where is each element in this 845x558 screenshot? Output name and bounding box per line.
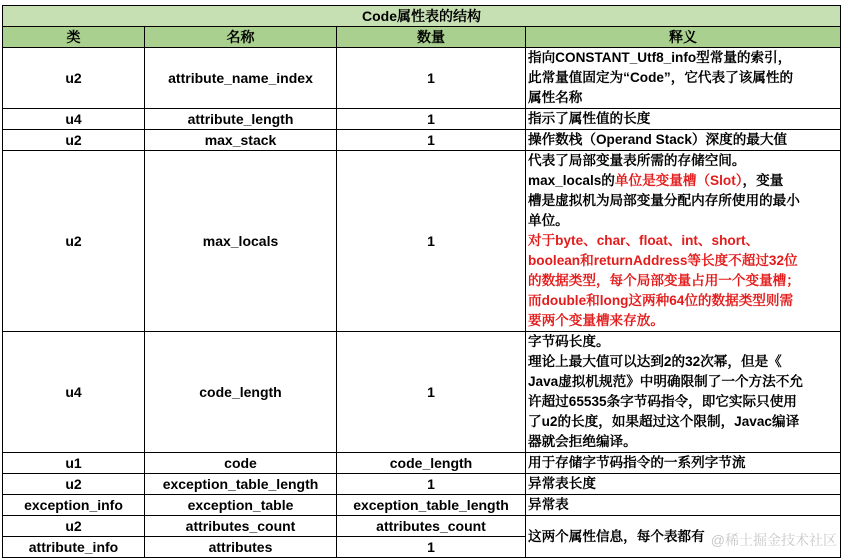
cell-name: attributes (145, 537, 337, 558)
table-header-row (3, 27, 841, 48)
desc-line: 理论上最大值可以达到2的32次幂，但是《 (528, 354, 782, 369)
cell-count: exception_table_length (337, 495, 526, 516)
table-row (3, 474, 841, 495)
desc-highlight-line: boolean和returnAddress等长度不超过32位 (528, 253, 798, 268)
cell-count: 1 (337, 130, 526, 151)
desc-highlight: 单位是变量槽（Slot） (614, 173, 743, 188)
desc-line: 指向CONSTANT_Utf8_info型常量的索引， (528, 50, 792, 65)
cell-type: exception_info (3, 495, 145, 516)
table-row (3, 151, 841, 332)
desc-line: 代表了局部变量表所需的存储空间。 (528, 153, 746, 168)
cell-name: attributes_count (145, 516, 337, 537)
header-desc: 释义 (526, 27, 841, 48)
desc-line: Java虚拟机规范》中明确限制了一个方法不允 (528, 374, 803, 389)
header-count: 数量 (337, 27, 526, 48)
desc-highlight-line: 要两个变量槽来存放。 (528, 313, 664, 328)
cell-count: code_length (337, 453, 526, 474)
cell-type: u2 (3, 130, 145, 151)
desc-line: 单位。 (528, 213, 569, 228)
desc-highlight-line: 的数据类型，每个局部变量占用一个变量槽； (528, 273, 800, 288)
cell-name: attribute_name_index (145, 48, 337, 109)
desc-line (528, 171, 837, 191)
table-row (3, 48, 841, 109)
desc-line: 字节码长度。 (528, 334, 610, 349)
cell-count: 1 (337, 332, 526, 453)
table-row (3, 130, 841, 151)
table-row (3, 453, 841, 474)
cell-name: exception_table_length (145, 474, 337, 495)
cell-desc (526, 48, 841, 109)
cell-type: u4 (3, 109, 145, 130)
cell-type: u1 (3, 453, 145, 474)
cell-desc (526, 332, 841, 453)
watermark: @稀土掘金技术社区 (710, 532, 837, 548)
cell-count: 1 (337, 474, 526, 495)
cell-count: 1 (337, 109, 526, 130)
cell-name: exception_table (145, 495, 337, 516)
desc-line: 器就会拒绝编译。 (528, 434, 637, 449)
table-title: Code属性表的结构 (3, 6, 841, 27)
cell-name: max_locals (145, 151, 337, 332)
cell-count: 1 (337, 151, 526, 332)
cell-type: u2 (3, 516, 145, 537)
desc-text: max_locals的 (528, 173, 615, 188)
desc-line: 槽是虚拟机为局部变量分配内存所使用的最小 (528, 193, 800, 208)
cell-count: attributes_count (337, 516, 526, 537)
cell-name: attribute_length (145, 109, 337, 130)
desc-line: 了u2的长度，如果超过这个限制，Javac编译 (528, 414, 800, 429)
cell-desc: 用于存储字节码指令的一系列字节流 (526, 453, 841, 474)
table-row (3, 109, 841, 130)
desc-line: 属性名称 (528, 90, 583, 105)
desc-text: ，变量 (742, 173, 784, 188)
table-row (3, 332, 841, 453)
cell-type: attribute_info (3, 537, 145, 558)
table-row (3, 495, 841, 516)
desc-highlight-line: 对于byte、char、float、int、short、 (528, 233, 760, 248)
cell-type: u2 (3, 151, 145, 332)
cell-type: u2 (3, 48, 145, 109)
cell-name: max_stack (145, 130, 337, 151)
desc-line: 许超过65535条字节码指令，即它实际只使用 (528, 394, 797, 409)
cell-count: 1 (337, 48, 526, 109)
header-type: 类 (3, 27, 145, 48)
cell-count: 1 (337, 537, 526, 558)
cell-type: u4 (3, 332, 145, 453)
cell-type: u2 (3, 474, 145, 495)
cell-desc: 操作数栈（Operand Stack）深度的最大值 (526, 130, 841, 151)
cell-desc: 指示了属性值的长度 (526, 109, 841, 130)
cell-desc-merged: 这两个属性信息，每个表都有 (526, 516, 841, 558)
code-attribute-table (2, 5, 841, 558)
table-title-row (3, 6, 841, 27)
desc-highlight-line: 而double和long这两种64位的数据类型则需 (528, 293, 794, 308)
desc-line: 此常量值固定为“Code”，它代表了该属性的 (528, 70, 794, 85)
cell-desc: 异常表长度 (526, 474, 841, 495)
cell-name: code_length (145, 332, 337, 453)
cell-desc: 异常表 (526, 495, 841, 516)
cell-name: code (145, 453, 337, 474)
cell-desc (526, 151, 841, 332)
header-name: 名称 (145, 27, 337, 48)
